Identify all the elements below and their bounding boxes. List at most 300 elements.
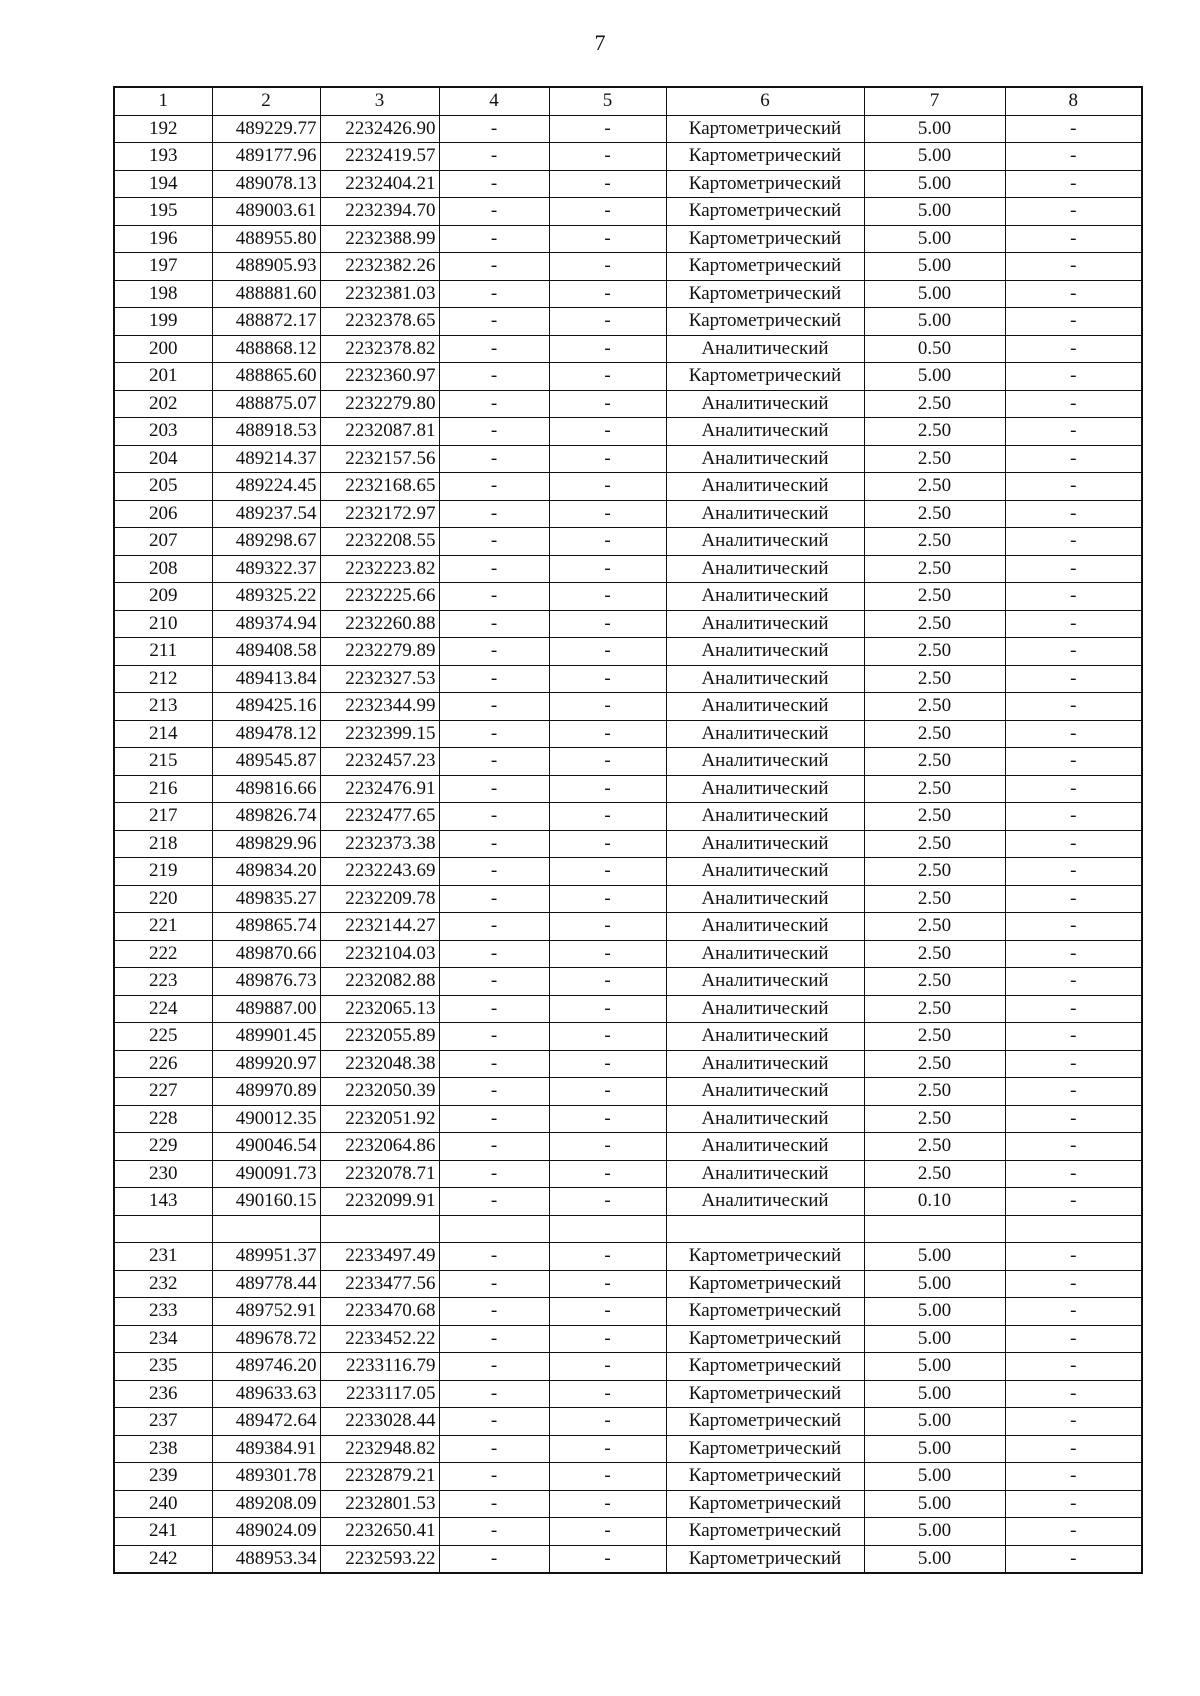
- x-coordinate-cell: 488868.12: [212, 335, 320, 363]
- y-coordinate-cell: 2232327.53: [320, 665, 439, 693]
- accuracy-cell: 5.00: [864, 198, 1005, 226]
- x-coordinate-cell: 488953.34: [212, 1545, 320, 1573]
- col-8-value-cell: -: [1005, 830, 1142, 858]
- col-4-value-cell: -: [439, 280, 549, 308]
- header-cell: 8: [1005, 87, 1142, 115]
- col-4-value-cell: -: [439, 638, 549, 666]
- y-coordinate-cell: 2232426.90: [320, 115, 439, 143]
- col-5-value-cell: -: [549, 803, 666, 831]
- method-cell: Аналитический: [666, 555, 864, 583]
- method-cell: Картометрический: [666, 1518, 864, 1546]
- col-4-value-cell: -: [439, 913, 549, 941]
- col-5-value-cell: -: [549, 418, 666, 446]
- x-coordinate-cell: 488865.60: [212, 363, 320, 391]
- col-8-value-cell: -: [1005, 445, 1142, 473]
- point-number-cell: 216: [114, 775, 212, 803]
- point-number-cell: 209: [114, 583, 212, 611]
- table-row: [114, 1215, 1142, 1243]
- col-5-value-cell: -: [549, 1270, 666, 1298]
- y-coordinate-cell: 2232399.15: [320, 720, 439, 748]
- col-4-value-cell: -: [439, 830, 549, 858]
- accuracy-cell: 2.50: [864, 390, 1005, 418]
- y-coordinate-cell: 2233116.79: [320, 1353, 439, 1381]
- col-5-value-cell: -: [549, 280, 666, 308]
- accuracy-cell: 2.50: [864, 748, 1005, 776]
- col-4-value-cell: -: [439, 308, 549, 336]
- accuracy-cell: 2.50: [864, 885, 1005, 913]
- y-coordinate-cell: 2232064.86: [320, 1133, 439, 1161]
- table-row: [114, 1188, 1142, 1216]
- col-4-value-cell: -: [439, 1325, 549, 1353]
- col-8-value-cell: -: [1005, 610, 1142, 638]
- col-8-value-cell: -: [1005, 418, 1142, 446]
- y-coordinate-cell: 2232209.78: [320, 885, 439, 913]
- col-4-value-cell: -: [439, 528, 549, 556]
- col-4-value-cell: [439, 1215, 549, 1243]
- accuracy-cell: 5.00: [864, 1463, 1005, 1491]
- y-coordinate-cell: 2232144.27: [320, 913, 439, 941]
- col-5-value-cell: -: [549, 445, 666, 473]
- y-coordinate-cell: 2232381.03: [320, 280, 439, 308]
- x-coordinate-cell: 489298.67: [212, 528, 320, 556]
- col-8-value-cell: -: [1005, 1270, 1142, 1298]
- x-coordinate-cell: 489816.66: [212, 775, 320, 803]
- accuracy-cell: 5.00: [864, 1545, 1005, 1573]
- col-4-value-cell: -: [439, 1380, 549, 1408]
- col-8-value-cell: -: [1005, 253, 1142, 281]
- point-number-cell: 195: [114, 198, 212, 226]
- x-coordinate-cell: 489920.97: [212, 1050, 320, 1078]
- col-4-value-cell: -: [439, 1298, 549, 1326]
- point-number-cell: 210: [114, 610, 212, 638]
- point-number-cell: 220: [114, 885, 212, 913]
- accuracy-cell: 2.50: [864, 913, 1005, 941]
- accuracy-cell: 2.50: [864, 720, 1005, 748]
- col-4-value-cell: -: [439, 803, 549, 831]
- col-4-value-cell: -: [439, 693, 549, 721]
- accuracy-cell: 2.50: [864, 995, 1005, 1023]
- point-number-cell: 233: [114, 1298, 212, 1326]
- col-4-value-cell: -: [439, 995, 549, 1023]
- accuracy-cell: 2.50: [864, 1023, 1005, 1051]
- method-cell: Аналитический: [666, 445, 864, 473]
- y-coordinate-cell: 2232225.66: [320, 583, 439, 611]
- method-cell: Картометрический: [666, 280, 864, 308]
- table-row: [114, 858, 1142, 886]
- col-4-value-cell: -: [439, 390, 549, 418]
- col-4-value-cell: -: [439, 885, 549, 913]
- x-coordinate-cell: 490160.15: [212, 1188, 320, 1216]
- col-4-value-cell: -: [439, 1078, 549, 1106]
- col-4-value-cell: -: [439, 445, 549, 473]
- header-cell: 7: [864, 87, 1005, 115]
- x-coordinate-cell: 489374.94: [212, 610, 320, 638]
- col-5-value-cell: -: [549, 170, 666, 198]
- col-5-value-cell: -: [549, 1545, 666, 1573]
- accuracy-cell: 2.50: [864, 858, 1005, 886]
- table-row: [114, 1325, 1142, 1353]
- x-coordinate-cell: [212, 1215, 320, 1243]
- y-coordinate-cell: 2232243.69: [320, 858, 439, 886]
- y-coordinate-cell: 2232172.97: [320, 500, 439, 528]
- method-cell: Картометрический: [666, 1353, 864, 1381]
- y-coordinate-cell: 2232360.97: [320, 363, 439, 391]
- y-coordinate-cell: 2232378.82: [320, 335, 439, 363]
- col-5-value-cell: -: [549, 1188, 666, 1216]
- point-number-cell: 143: [114, 1188, 212, 1216]
- accuracy-cell: 5.00: [864, 225, 1005, 253]
- point-number-cell: 197: [114, 253, 212, 281]
- col-5-value-cell: -: [549, 1435, 666, 1463]
- point-number-cell: 228: [114, 1105, 212, 1133]
- point-number-cell: 196: [114, 225, 212, 253]
- col-5-value-cell: -: [549, 775, 666, 803]
- accuracy-cell: 2.50: [864, 418, 1005, 446]
- col-8-value-cell: -: [1005, 1380, 1142, 1408]
- method-cell: Картометрический: [666, 308, 864, 336]
- col-4-value-cell: -: [439, 363, 549, 391]
- x-coordinate-cell: 489951.37: [212, 1243, 320, 1271]
- col-5-value-cell: -: [549, 1298, 666, 1326]
- x-coordinate-cell: 489870.66: [212, 940, 320, 968]
- point-number-cell: 225: [114, 1023, 212, 1051]
- col-4-value-cell: -: [439, 1243, 549, 1271]
- col-4-value-cell: -: [439, 1105, 549, 1133]
- method-cell: [666, 1215, 864, 1243]
- table-row: [114, 1050, 1142, 1078]
- accuracy-cell: 5.00: [864, 1353, 1005, 1381]
- accuracy-cell: 2.50: [864, 1078, 1005, 1106]
- x-coordinate-cell: 488881.60: [212, 280, 320, 308]
- method-cell: Аналитический: [666, 335, 864, 363]
- method-cell: Аналитический: [666, 638, 864, 666]
- table-row: [114, 583, 1142, 611]
- col-4-value-cell: -: [439, 1188, 549, 1216]
- col-4-value-cell: -: [439, 555, 549, 583]
- point-number-cell: 236: [114, 1380, 212, 1408]
- accuracy-cell: [864, 1215, 1005, 1243]
- table-row: [114, 1518, 1142, 1546]
- point-number-cell: [114, 1215, 212, 1243]
- col-8-value-cell: -: [1005, 803, 1142, 831]
- x-coordinate-cell: 489214.37: [212, 445, 320, 473]
- col-8-value-cell: -: [1005, 940, 1142, 968]
- col-5-value-cell: -: [549, 1518, 666, 1546]
- point-number-cell: 201: [114, 363, 212, 391]
- method-cell: Картометрический: [666, 225, 864, 253]
- col-8-value-cell: -: [1005, 775, 1142, 803]
- coordinates-table: [113, 86, 1143, 1574]
- col-8-value-cell: [1005, 1215, 1142, 1243]
- table-row: [114, 1078, 1142, 1106]
- accuracy-cell: 0.10: [864, 1188, 1005, 1216]
- accuracy-cell: 2.50: [864, 500, 1005, 528]
- method-cell: Аналитический: [666, 885, 864, 913]
- method-cell: Аналитический: [666, 418, 864, 446]
- accuracy-cell: 5.00: [864, 1518, 1005, 1546]
- x-coordinate-cell: 488875.07: [212, 390, 320, 418]
- table-row: [114, 693, 1142, 721]
- col-4-value-cell: -: [439, 418, 549, 446]
- col-4-value-cell: -: [439, 500, 549, 528]
- table-row: [114, 335, 1142, 363]
- point-number-cell: 212: [114, 665, 212, 693]
- y-coordinate-cell: 2233117.05: [320, 1380, 439, 1408]
- col-8-value-cell: -: [1005, 1105, 1142, 1133]
- method-cell: Аналитический: [666, 968, 864, 996]
- table-row: [114, 1490, 1142, 1518]
- table-row: [114, 1380, 1142, 1408]
- col-8-value-cell: -: [1005, 665, 1142, 693]
- x-coordinate-cell: 488905.93: [212, 253, 320, 281]
- point-number-cell: 222: [114, 940, 212, 968]
- col-8-value-cell: -: [1005, 1160, 1142, 1188]
- y-coordinate-cell: 2233470.68: [320, 1298, 439, 1326]
- col-8-value-cell: -: [1005, 1490, 1142, 1518]
- table-row: [114, 198, 1142, 226]
- method-cell: Аналитический: [666, 1133, 864, 1161]
- y-coordinate-cell: 2232279.80: [320, 390, 439, 418]
- method-cell: Картометрический: [666, 198, 864, 226]
- accuracy-cell: 2.50: [864, 555, 1005, 583]
- accuracy-cell: 2.50: [864, 940, 1005, 968]
- y-coordinate-cell: 2232801.53: [320, 1490, 439, 1518]
- x-coordinate-cell: 489901.45: [212, 1023, 320, 1051]
- y-coordinate-cell: 2232087.81: [320, 418, 439, 446]
- x-coordinate-cell: 489224.45: [212, 473, 320, 501]
- col-4-value-cell: -: [439, 143, 549, 171]
- x-coordinate-cell: 489834.20: [212, 858, 320, 886]
- accuracy-cell: 2.50: [864, 968, 1005, 996]
- col-8-value-cell: -: [1005, 170, 1142, 198]
- table-row: [114, 555, 1142, 583]
- col-8-value-cell: -: [1005, 1023, 1142, 1051]
- col-5-value-cell: -: [549, 1133, 666, 1161]
- col-4-value-cell: -: [439, 583, 549, 611]
- method-cell: Аналитический: [666, 858, 864, 886]
- table-row: [114, 885, 1142, 913]
- point-number-cell: 205: [114, 473, 212, 501]
- point-number-cell: 202: [114, 390, 212, 418]
- table-row: [114, 225, 1142, 253]
- accuracy-cell: 5.00: [864, 143, 1005, 171]
- y-coordinate-cell: 2232055.89: [320, 1023, 439, 1051]
- y-coordinate-cell: 2232099.91: [320, 1188, 439, 1216]
- table-body: [114, 87, 1142, 1573]
- table-row: [114, 253, 1142, 281]
- col-5-value-cell: -: [549, 308, 666, 336]
- method-cell: Картометрический: [666, 1325, 864, 1353]
- point-number-cell: 240: [114, 1490, 212, 1518]
- accuracy-cell: 5.00: [864, 253, 1005, 281]
- table-row: [114, 363, 1142, 391]
- x-coordinate-cell: 489835.27: [212, 885, 320, 913]
- table-row: [114, 115, 1142, 143]
- point-number-cell: 192: [114, 115, 212, 143]
- col-5-value-cell: -: [549, 1023, 666, 1051]
- col-5-value-cell: -: [549, 1050, 666, 1078]
- col-8-value-cell: -: [1005, 1435, 1142, 1463]
- col-4-value-cell: -: [439, 1023, 549, 1051]
- table-row: [114, 665, 1142, 693]
- header-cell: 3: [320, 87, 439, 115]
- point-number-cell: 217: [114, 803, 212, 831]
- accuracy-cell: 2.50: [864, 1133, 1005, 1161]
- col-4-value-cell: -: [439, 665, 549, 693]
- col-4-value-cell: -: [439, 1050, 549, 1078]
- point-number-cell: 204: [114, 445, 212, 473]
- accuracy-cell: 2.50: [864, 583, 1005, 611]
- method-cell: Аналитический: [666, 940, 864, 968]
- col-4-value-cell: -: [439, 720, 549, 748]
- col-5-value-cell: -: [549, 473, 666, 501]
- y-coordinate-cell: 2232168.65: [320, 473, 439, 501]
- col-4-value-cell: -: [439, 1518, 549, 1546]
- table-row: [114, 775, 1142, 803]
- method-cell: Аналитический: [666, 748, 864, 776]
- y-coordinate-cell: 2232394.70: [320, 198, 439, 226]
- accuracy-cell: 2.50: [864, 1160, 1005, 1188]
- col-4-value-cell: -: [439, 1133, 549, 1161]
- col-5-value-cell: -: [549, 885, 666, 913]
- point-number-cell: 224: [114, 995, 212, 1023]
- y-coordinate-cell: 2232104.03: [320, 940, 439, 968]
- header-cell: 1: [114, 87, 212, 115]
- x-coordinate-cell: 489826.74: [212, 803, 320, 831]
- point-number-cell: 238: [114, 1435, 212, 1463]
- method-cell: Картометрический: [666, 1408, 864, 1436]
- x-coordinate-cell: 489887.00: [212, 995, 320, 1023]
- accuracy-cell: 5.00: [864, 1270, 1005, 1298]
- point-number-cell: 194: [114, 170, 212, 198]
- table-row: [114, 1023, 1142, 1051]
- accuracy-cell: 2.50: [864, 638, 1005, 666]
- point-number-cell: 241: [114, 1518, 212, 1546]
- x-coordinate-cell: 489472.64: [212, 1408, 320, 1436]
- table-row: [114, 445, 1142, 473]
- y-coordinate-cell: 2232593.22: [320, 1545, 439, 1573]
- table-row: [114, 1105, 1142, 1133]
- x-coordinate-cell: 489970.89: [212, 1078, 320, 1106]
- method-cell: Аналитический: [666, 830, 864, 858]
- col-5-value-cell: -: [549, 555, 666, 583]
- col-4-value-cell: -: [439, 610, 549, 638]
- header-cell: 2: [212, 87, 320, 115]
- table-row: [114, 143, 1142, 171]
- y-coordinate-cell: 2233477.56: [320, 1270, 439, 1298]
- point-number-cell: 213: [114, 693, 212, 721]
- col-5-value-cell: -: [549, 1408, 666, 1436]
- col-8-value-cell: -: [1005, 473, 1142, 501]
- point-number-cell: 221: [114, 913, 212, 941]
- y-coordinate-cell: 2233497.49: [320, 1243, 439, 1271]
- point-number-cell: 199: [114, 308, 212, 336]
- x-coordinate-cell: 489024.09: [212, 1518, 320, 1546]
- method-cell: Аналитический: [666, 528, 864, 556]
- accuracy-cell: 2.50: [864, 803, 1005, 831]
- accuracy-cell: 5.00: [864, 170, 1005, 198]
- col-5-value-cell: -: [549, 1160, 666, 1188]
- accuracy-cell: 5.00: [864, 280, 1005, 308]
- table-row: [114, 913, 1142, 941]
- accuracy-cell: 5.00: [864, 1298, 1005, 1326]
- table-row: [114, 1353, 1142, 1381]
- method-cell: Картометрический: [666, 170, 864, 198]
- col-8-value-cell: -: [1005, 390, 1142, 418]
- x-coordinate-cell: 489322.37: [212, 555, 320, 583]
- col-8-value-cell: -: [1005, 363, 1142, 391]
- y-coordinate-cell: 2232051.92: [320, 1105, 439, 1133]
- col-8-value-cell: -: [1005, 1078, 1142, 1106]
- x-coordinate-cell: 489177.96: [212, 143, 320, 171]
- y-coordinate-cell: 2232078.71: [320, 1160, 439, 1188]
- accuracy-cell: 2.50: [864, 610, 1005, 638]
- method-cell: Аналитический: [666, 583, 864, 611]
- header-row: [114, 87, 1142, 115]
- accuracy-cell: 2.50: [864, 1050, 1005, 1078]
- col-8-value-cell: -: [1005, 225, 1142, 253]
- y-coordinate-cell: 2232082.88: [320, 968, 439, 996]
- table-row: [114, 803, 1142, 831]
- col-8-value-cell: -: [1005, 995, 1142, 1023]
- method-cell: Аналитический: [666, 693, 864, 721]
- point-number-cell: 230: [114, 1160, 212, 1188]
- accuracy-cell: 2.50: [864, 665, 1005, 693]
- col-4-value-cell: -: [439, 858, 549, 886]
- col-8-value-cell: -: [1005, 1133, 1142, 1161]
- method-cell: Картометрический: [666, 1298, 864, 1326]
- col-4-value-cell: -: [439, 115, 549, 143]
- y-coordinate-cell: 2232157.56: [320, 445, 439, 473]
- table-row: [114, 968, 1142, 996]
- col-4-value-cell: -: [439, 335, 549, 363]
- table-row: [114, 500, 1142, 528]
- x-coordinate-cell: 489678.72: [212, 1325, 320, 1353]
- col-5-value-cell: -: [549, 610, 666, 638]
- col-8-value-cell: -: [1005, 280, 1142, 308]
- col-8-value-cell: -: [1005, 583, 1142, 611]
- x-coordinate-cell: 489478.12: [212, 720, 320, 748]
- x-coordinate-cell: 490046.54: [212, 1133, 320, 1161]
- method-cell: Картометрический: [666, 1435, 864, 1463]
- col-4-value-cell: -: [439, 1408, 549, 1436]
- header-cell: 6: [666, 87, 864, 115]
- col-5-value-cell: -: [549, 335, 666, 363]
- col-4-value-cell: -: [439, 968, 549, 996]
- col-8-value-cell: -: [1005, 143, 1142, 171]
- col-4-value-cell: -: [439, 1545, 549, 1573]
- method-cell: Аналитический: [666, 1188, 864, 1216]
- col-8-value-cell: -: [1005, 858, 1142, 886]
- accuracy-cell: 2.50: [864, 445, 1005, 473]
- col-5-value-cell: -: [549, 830, 666, 858]
- method-cell: Картометрический: [666, 1545, 864, 1573]
- method-cell: Аналитический: [666, 1050, 864, 1078]
- point-number-cell: 234: [114, 1325, 212, 1353]
- y-coordinate-cell: 2232208.55: [320, 528, 439, 556]
- y-coordinate-cell: 2232260.88: [320, 610, 439, 638]
- col-5-value-cell: -: [549, 665, 666, 693]
- accuracy-cell: 0.50: [864, 335, 1005, 363]
- col-5-value-cell: -: [549, 913, 666, 941]
- col-8-value-cell: -: [1005, 1408, 1142, 1436]
- y-coordinate-cell: 2232477.65: [320, 803, 439, 831]
- col-5-value-cell: -: [549, 748, 666, 776]
- table-row: [114, 1408, 1142, 1436]
- col-5-value-cell: -: [549, 198, 666, 226]
- x-coordinate-cell: 489078.13: [212, 170, 320, 198]
- table-row: [114, 830, 1142, 858]
